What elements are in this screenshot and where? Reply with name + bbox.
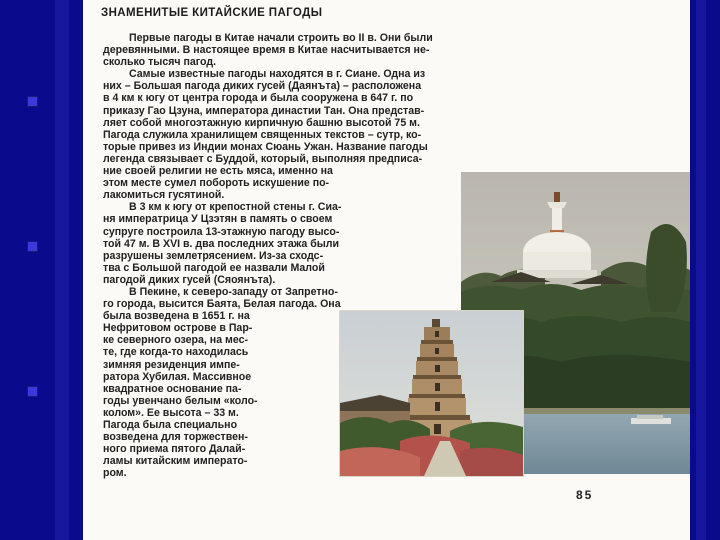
- text-line: квадратное основание па-: [103, 382, 242, 395]
- text-line: деревянными. В настоящее время в Китае насчитывается не-: [103, 44, 430, 57]
- text-line: колом». Ее высота – 33 м.: [103, 406, 239, 419]
- text-line: Пагода была специально: [103, 419, 238, 431]
- text-line: приказу Гао Цзуна, императора династии Тан. Она представ-: [103, 104, 425, 117]
- text-line: ня императрица У Цзэтян в память о своем: [103, 213, 333, 226]
- text-line: той 47 м. В XVI в. два последних этажа были: [103, 237, 340, 250]
- text-line: ние своей религии не есть мяса, именно на: [103, 165, 333, 178]
- page-title: ЗНАМЕНИТЫЕ КИТАЙСКИЕ ПАГОДЫ: [101, 7, 323, 19]
- text-line: го города, высится Баята, Белая пагода. Она: [103, 298, 341, 311]
- slide-bullet-square: [27, 386, 38, 397]
- slide-right-border-stripe: [696, 0, 706, 540]
- text-line: ке северного озера, на мес-: [103, 334, 249, 347]
- text-line: пагодой диких гусей (Сяоянъта).: [103, 273, 276, 286]
- text-line: ного приема пятого Далай-: [103, 443, 246, 456]
- text-line: супруге построила 13-этажную пагоду высо-: [103, 225, 340, 238]
- text-line: сколько тысяч пагод.: [103, 56, 217, 69]
- wild-goose-pagoda-illustration: [340, 311, 523, 476]
- text-line: торые привез из Индии монах Сюань Ужан. Название пагоды: [103, 140, 428, 153]
- slide-bullet-square: [27, 96, 38, 107]
- text-line: ратора Хубилая. Массивное: [103, 370, 252, 383]
- scanned-book-page: [83, 0, 690, 540]
- text-line: лакомиться гусятиной.: [103, 189, 225, 202]
- text-line: Пагода служила хранилищем священных текстов – сутр, ко-: [103, 128, 422, 141]
- slide-left-border: [0, 0, 83, 540]
- slide-right-border: [690, 0, 720, 540]
- text-line: ром.: [103, 467, 127, 480]
- slide-bullet-square: [27, 241, 38, 252]
- text-line: В Пекине, к северо-западу от Запретно-: [129, 285, 338, 298]
- text-line: ламы китайским императо-: [103, 455, 248, 468]
- text-line: них – Большая пагода диких гусей (Даянъта) – расположена: [103, 80, 422, 93]
- text-line: Первые пагоды в Китае начали строить во II в. Они были: [129, 32, 433, 44]
- text-line: Нефритовом острове в Пар-: [103, 322, 253, 335]
- text-line: В 3 км к югу от крепостной стены г. Сиа-: [129, 201, 342, 214]
- page-number: 85: [576, 488, 594, 502]
- text-line: этом месте сумел побороть искушение по-: [103, 177, 330, 190]
- text-line: тва с Большой пагодой ее назвали Малой: [103, 261, 325, 274]
- text-line: ляет собой многоэтажную кирпичную башню высотой 75 м.: [103, 116, 420, 129]
- text-line: те, где когда-то находилась: [103, 346, 249, 359]
- text-line: возведена для торжествен-: [103, 431, 248, 444]
- text-line: годы увенчано белым «коло-: [103, 394, 258, 407]
- text-line: зимняя резиденция импе-: [103, 358, 240, 371]
- photo-big-wild-goose-pagoda: [339, 310, 524, 477]
- slide-left-border-stripe: [55, 0, 69, 540]
- text-line: легенда связывает с Буддой, который, выполняя предписа-: [103, 152, 423, 165]
- text-line: Самые известные пагоды находятся в г. Сиане. Одна из: [129, 68, 426, 81]
- text-line: в 4 км к югу от центра города и была сооружена в 647 г. по: [103, 92, 414, 105]
- text-line: разрушены землетрясением. Из-за сходс-: [103, 249, 324, 262]
- text-line: была возведена в 1651 г. на: [103, 310, 250, 323]
